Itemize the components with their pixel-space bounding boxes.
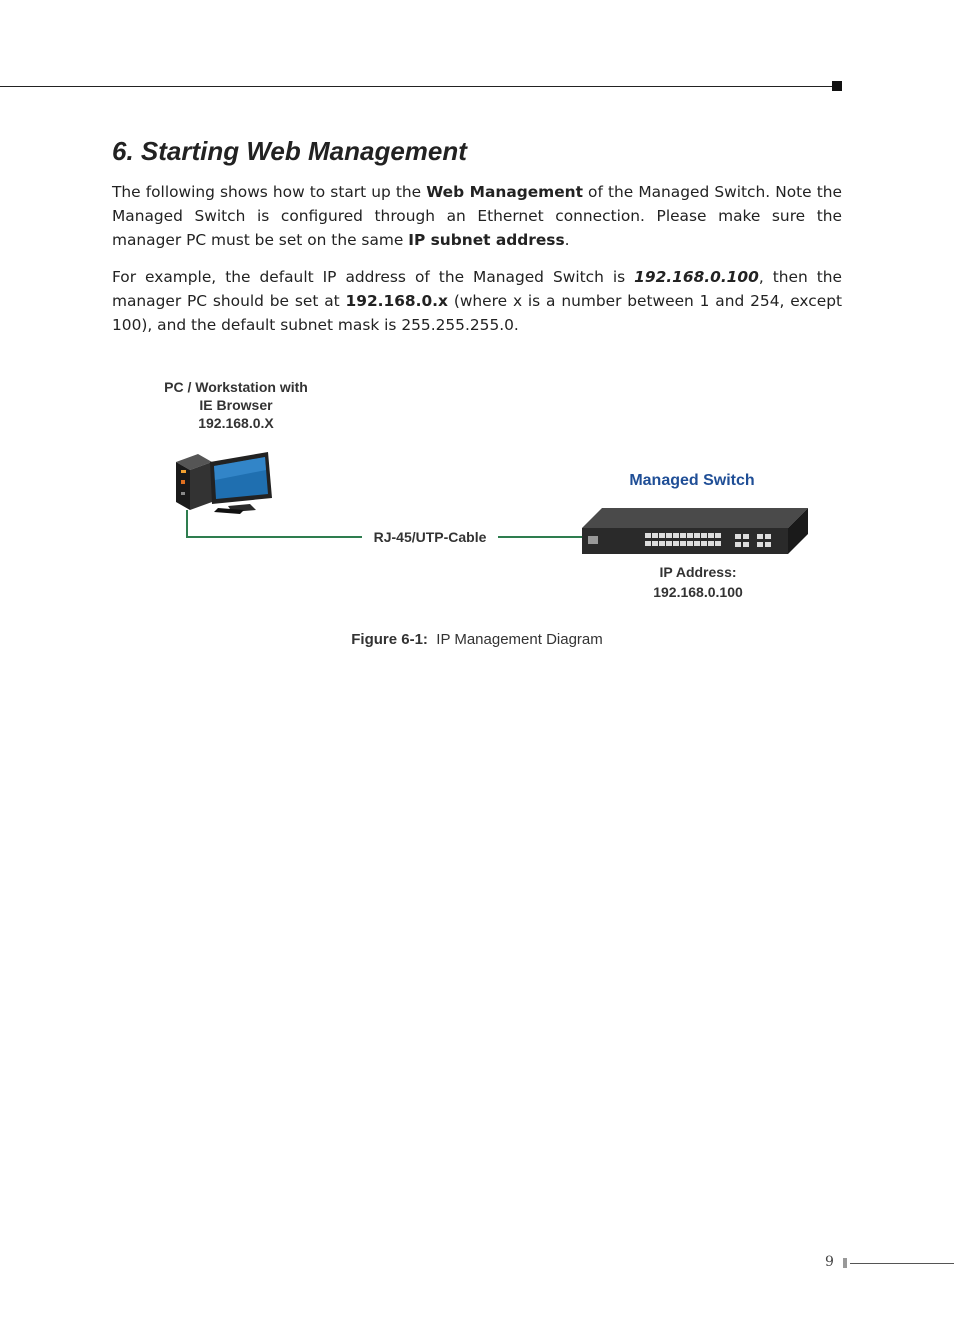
- pc-label-line1: PC / Workstation with: [164, 379, 308, 395]
- intro-bold-web-management: Web Management: [426, 183, 583, 201]
- ip-label-line1: IP Address:: [659, 564, 737, 580]
- ip-management-diagram: [0, 370, 954, 620]
- figure-caption-text: IP Management Diagram: [427, 631, 603, 648]
- page-number: 9: [825, 1254, 834, 1270]
- intro-bold-ip-subnet: IP subnet address: [408, 231, 565, 249]
- example-text-2: , then the manager PC should be set at: [112, 268, 842, 310]
- section-title: 6. Starting Web Management: [112, 136, 467, 166]
- pc-workstation-icon: [176, 452, 272, 514]
- figure-caption-prefix: Figure 6-1:: [351, 631, 428, 648]
- pc-workstation-label: [150, 378, 322, 432]
- pc-label-line3: 192.168.0.X: [198, 415, 274, 431]
- managed-switch-label: Managed Switch: [629, 472, 755, 489]
- figure-caption: [0, 631, 954, 648]
- switch-ip-label: [620, 562, 776, 602]
- ip-label-line2: 192.168.0.100: [653, 584, 743, 600]
- header-rule: [0, 86, 832, 87]
- example-pc-ip: 192.168.0.x: [345, 292, 448, 310]
- example-text-1: For example, the default IP address of the Managed Switch is: [112, 268, 635, 286]
- example-paragraph: [112, 265, 842, 337]
- intro-text-3: .: [564, 231, 570, 249]
- example-text-3: (where x is a number between 1 and 254, except 100), and the default subnet mask is 255.255.255.0.: [112, 292, 842, 334]
- network-cable: [187, 510, 362, 537]
- intro-text-1: The following shows how to start up the: [112, 183, 427, 201]
- example-default-ip: 192.168.0.100: [634, 268, 759, 286]
- managed-switch-icon: [582, 508, 808, 554]
- pc-label-line2: IE Browser: [199, 397, 273, 413]
- diagram-graphics: [0, 370, 954, 620]
- intro-text-2: of the Managed Switch. Note the Managed Switch is configured through an Ethernet connection. Please make sure the manager PC must be set on the same: [112, 183, 842, 249]
- footer-marker: [843, 1258, 847, 1268]
- footer-rule: [850, 1263, 954, 1264]
- header-square-marker: [832, 81, 842, 91]
- intro-paragraph: [112, 180, 842, 252]
- cable-label: RJ-45/UTP-Cable: [362, 528, 498, 546]
